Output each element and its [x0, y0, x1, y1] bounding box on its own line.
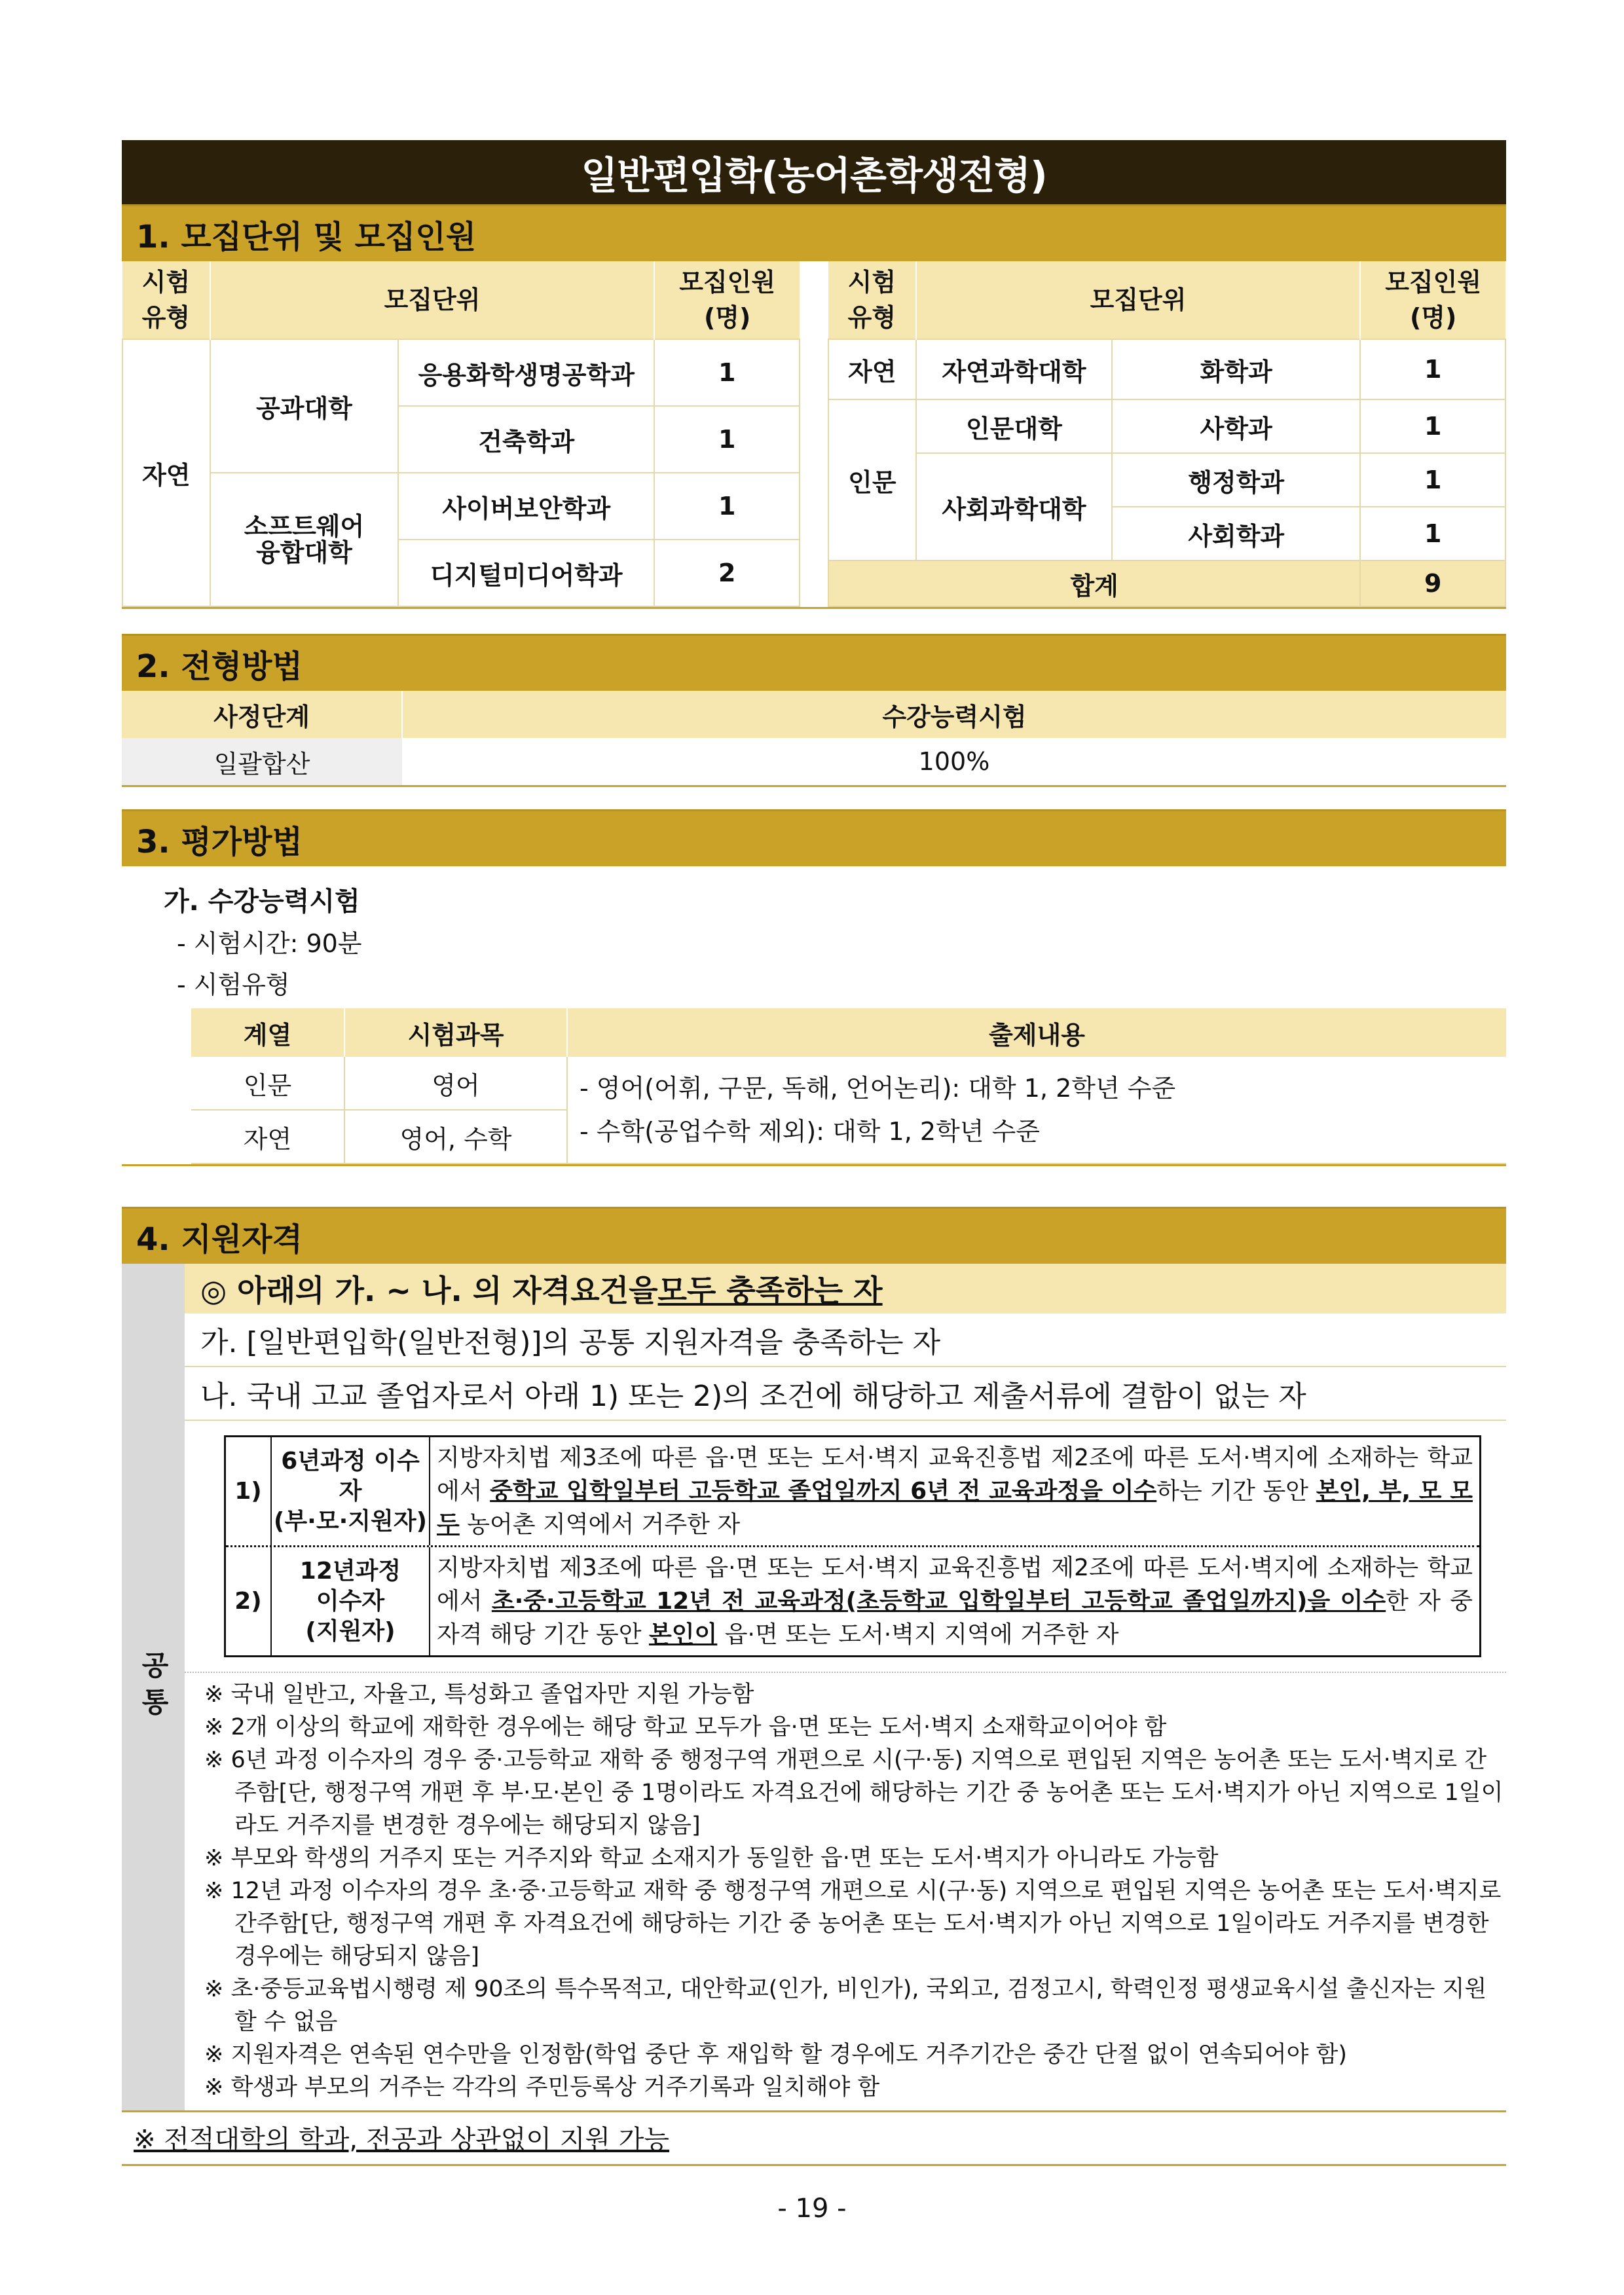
- section-3-divider: [122, 1164, 1506, 1166]
- total-label: 합계: [828, 560, 1360, 606]
- emphasis-part: 중학교 입학일부터 고등학교 졸업일까지 6년 전 교육과정을 이수: [490, 1478, 1157, 1505]
- content-line: - 영어(어휘, 구문, 독해, 언어논리): 대학 1, 2학년 수준: [580, 1074, 1176, 1103]
- notes-list: [185, 1672, 1506, 2110]
- selection-method-table: [122, 691, 1506, 787]
- dept-cell: 사이버보안학과: [398, 473, 654, 540]
- note-item: ※ 2개 이상의 학교에 재학한 경우에는 해당 학교 모두가 읍·면 또는 도서·벽지 소재학교이어야 함: [204, 1714, 1167, 1740]
- note-item: ※ 국내 일반고, 자율고, 특성화고 졸업자만 지원 가능함: [204, 1681, 754, 1708]
- type-cell: 인문: [828, 399, 916, 560]
- text-part: 지방자치법 제3조에 따른 읍·면 또는 도서·벽지 교육진흥법 제2조에 따른 도서·벽지에 소재하는 학교에서: [437, 1444, 1473, 1505]
- subject-cell: 영어, 수학: [344, 1110, 567, 1164]
- count-cell: 1: [1360, 399, 1505, 453]
- dept-cell: 행정학과: [1112, 453, 1360, 507]
- condition-label: 6년과정 이수자 (부·모·지원자): [272, 1437, 430, 1545]
- common-side-label: 공통: [122, 1264, 185, 2110]
- header-exam: 수강능력시험: [402, 691, 1506, 738]
- header-type: 시험 유형: [122, 261, 210, 339]
- dept-cell: 사학과: [1112, 399, 1360, 453]
- section-2-heading: 2. 전형방법: [122, 634, 1506, 691]
- subject-cell: 영어: [344, 1057, 567, 1110]
- headline-underlined: 모두 충족하는 자: [657, 1273, 883, 1308]
- page-title: 일반편입학(농어촌학생전형): [122, 140, 1506, 204]
- note-item: ※ 초·중등교육법시행령 제 90조의 특수목적고, 대안학교(인가, 비인가), 국외고, 검정고시, 학력인정 평생교육시설 출신자는 지원할 수 없음: [204, 1976, 1487, 2035]
- emphasis-part: 본인이: [648, 1621, 718, 1648]
- content-line: - 수학(공업수학 제외): 대학 1, 2학년 수준: [580, 1117, 1040, 1146]
- section-3-heading: 3. 평가방법: [122, 809, 1506, 866]
- college-cell: 소프트웨어 융합대학: [210, 473, 398, 606]
- college-cell: 공과대학: [210, 339, 398, 473]
- header-subject: 시험과목: [344, 1008, 567, 1057]
- exam-ratio: 100%: [402, 738, 1506, 786]
- header-unit: 모집단위: [210, 261, 655, 339]
- dept-cell: 응용화학생명공학과: [398, 339, 654, 406]
- page-content: [122, 140, 1506, 2166]
- eligibility-ga: 가. [일반편입학(일반전형)]의 공통 지원자격을 충족하는 자: [185, 1313, 1506, 1367]
- stage-value: 일괄합산: [122, 738, 402, 786]
- eligibility-na: 나. 국내 고교 졸업자로서 아래 1) 또는 2)의 조건에 해당하고 제출서류에 결함이 없는 자: [185, 1367, 1506, 1421]
- text-part: 농어촌 지역에서 거주한 자: [459, 1511, 741, 1538]
- recruitment-table-right: [828, 261, 1506, 607]
- count-cell: 1: [654, 339, 800, 406]
- eligibility-headline: [185, 1264, 1506, 1313]
- condition-label: 12년과정 이수자 (지원자): [272, 1547, 430, 1655]
- header-track: 계열: [191, 1008, 344, 1057]
- header-type: 시험 유형: [828, 261, 916, 339]
- text-part: 한 자 중 자격 해당 기간 동안: [437, 1588, 1473, 1648]
- condition-row: [226, 1545, 1479, 1655]
- condition-number: 1): [226, 1437, 272, 1545]
- total-value: 9: [1360, 560, 1505, 606]
- dept-cell: 건축학과: [398, 406, 654, 473]
- count-cell: 1: [1360, 507, 1505, 560]
- condition-text: [430, 1547, 1479, 1655]
- header-content: 출제내용: [567, 1008, 1506, 1057]
- count-cell: 2: [654, 540, 800, 606]
- condition-text: [430, 1437, 1479, 1545]
- transfer-note-text: ※ 전적대학의 학과, 전공과 상관없이 지원 가능: [134, 2125, 670, 2155]
- page-number: - 19 -: [777, 2194, 847, 2224]
- recruitment-table-left: [122, 261, 800, 607]
- header-unit: 모집단위: [916, 261, 1361, 339]
- count-cell: 1: [1360, 453, 1505, 507]
- condition-box: [224, 1435, 1481, 1657]
- header-stage: 사정단계: [122, 691, 402, 738]
- headline-text: ◎ 아래의 가. ~ 나. 의 자격요건을: [200, 1273, 658, 1308]
- note-item: ※ 부모와 학생의 거주지 또는 거주지와 학교 소재지가 동일한 읍·면 또는 도서·벽지가 아니라도 가능함: [204, 1845, 1219, 1871]
- note-item: ※ 학생과 부모의 거주는 각각의 주민등록상 거주기록과 일치해야 함: [204, 2074, 880, 2101]
- transfer-note: [122, 2112, 1506, 2166]
- section-1-heading: 1. 모집단위 및 모집인원: [122, 204, 1506, 261]
- exam-subtitle: 가. 수강능력시험: [164, 887, 360, 917]
- text-part: 하는 기간 동안: [1156, 1478, 1316, 1505]
- dept-cell: 화학과: [1112, 339, 1360, 399]
- emphasis-part: 초·중·고등학교 12년 전 교육과정(초등학교 입학일부터 고등학교 졸업일까지)을 이수: [491, 1588, 1386, 1615]
- note-item: ※ 6년 과정 이수자의 경우 중·고등학교 재학 중 행정구역 개편으로 시(구·동) 지역으로 편입된 지역은 농어촌 또는 도서·벽지로 간주함[단, 행정구역 개편 후 부·모·본인 중 1명이라도 자격요건에 해당하는 기간 중 농어촌 또는 도서·벽지가 아닌 지역으로 1일이라도 거주지를 변경한 경우에는 해당되지 않음]: [204, 1747, 1504, 1839]
- text-part: 읍·면 또는 도서·벽지 지역에 거주한 자: [717, 1621, 1119, 1648]
- content-cell: [567, 1057, 1506, 1164]
- exam-time: - 시험시간: 90분: [177, 929, 362, 958]
- dept-cell: 디지털미디어학과: [398, 540, 654, 606]
- exam-type-label: - 시험유형: [177, 970, 290, 999]
- count-cell: 1: [654, 473, 800, 540]
- section-4-heading: 4. 지원자격: [122, 1207, 1506, 1264]
- type-cell: 자연: [828, 339, 916, 399]
- college-cell: 사회과학대학: [916, 453, 1112, 560]
- track-cell: 인문: [191, 1057, 344, 1110]
- header-count: 모집인원 (명): [654, 261, 800, 339]
- header-count: 모집인원 (명): [1360, 261, 1505, 339]
- track-cell: 자연: [191, 1110, 344, 1164]
- condition-number: 2): [226, 1547, 272, 1655]
- count-cell: 1: [1360, 339, 1505, 399]
- count-cell: 1: [654, 406, 800, 473]
- college-cell: 인문대학: [916, 399, 1112, 453]
- text-part: 지방자치법 제3조에 따른 읍·면 또는 도서·벽지 교육진흥법 제2조에 따른 도서·벽지에 소재하는 학교에서: [437, 1554, 1473, 1615]
- recruitment-tables: [122, 261, 1506, 609]
- condition-row: [226, 1437, 1479, 1545]
- dept-cell: 사회학과: [1112, 507, 1360, 560]
- type-cell: 자연: [122, 339, 210, 606]
- note-item: ※ 12년 과정 이수자의 경우 초·중·고등학교 재학 중 행정구역 개편으로 시(구·동) 지역으로 편입된 지역은 농어촌 또는 도서·벽지로 간주함[단, 행정구역 개편 후 자격요건에 해당하는 기간 중 농어촌 또는 도서·벽지가 아닌 지역으로 1일이라도 거주지를 변경한 경우에는 해당되지 않음]: [204, 1878, 1502, 1970]
- eligibility-block: [122, 1264, 1506, 2112]
- note-item: ※ 지원자격은 연속된 연수만을 인정함(학업 중단 후 재입학 할 경우에도 거주기간은 중간 단절 없이 연속되어야 함): [204, 2042, 1347, 2068]
- exam-type-table: [191, 1008, 1506, 1164]
- emphasis-part: 본인, 부, 모 모두: [437, 1478, 1473, 1538]
- college-cell: 자연과학대학: [916, 339, 1112, 399]
